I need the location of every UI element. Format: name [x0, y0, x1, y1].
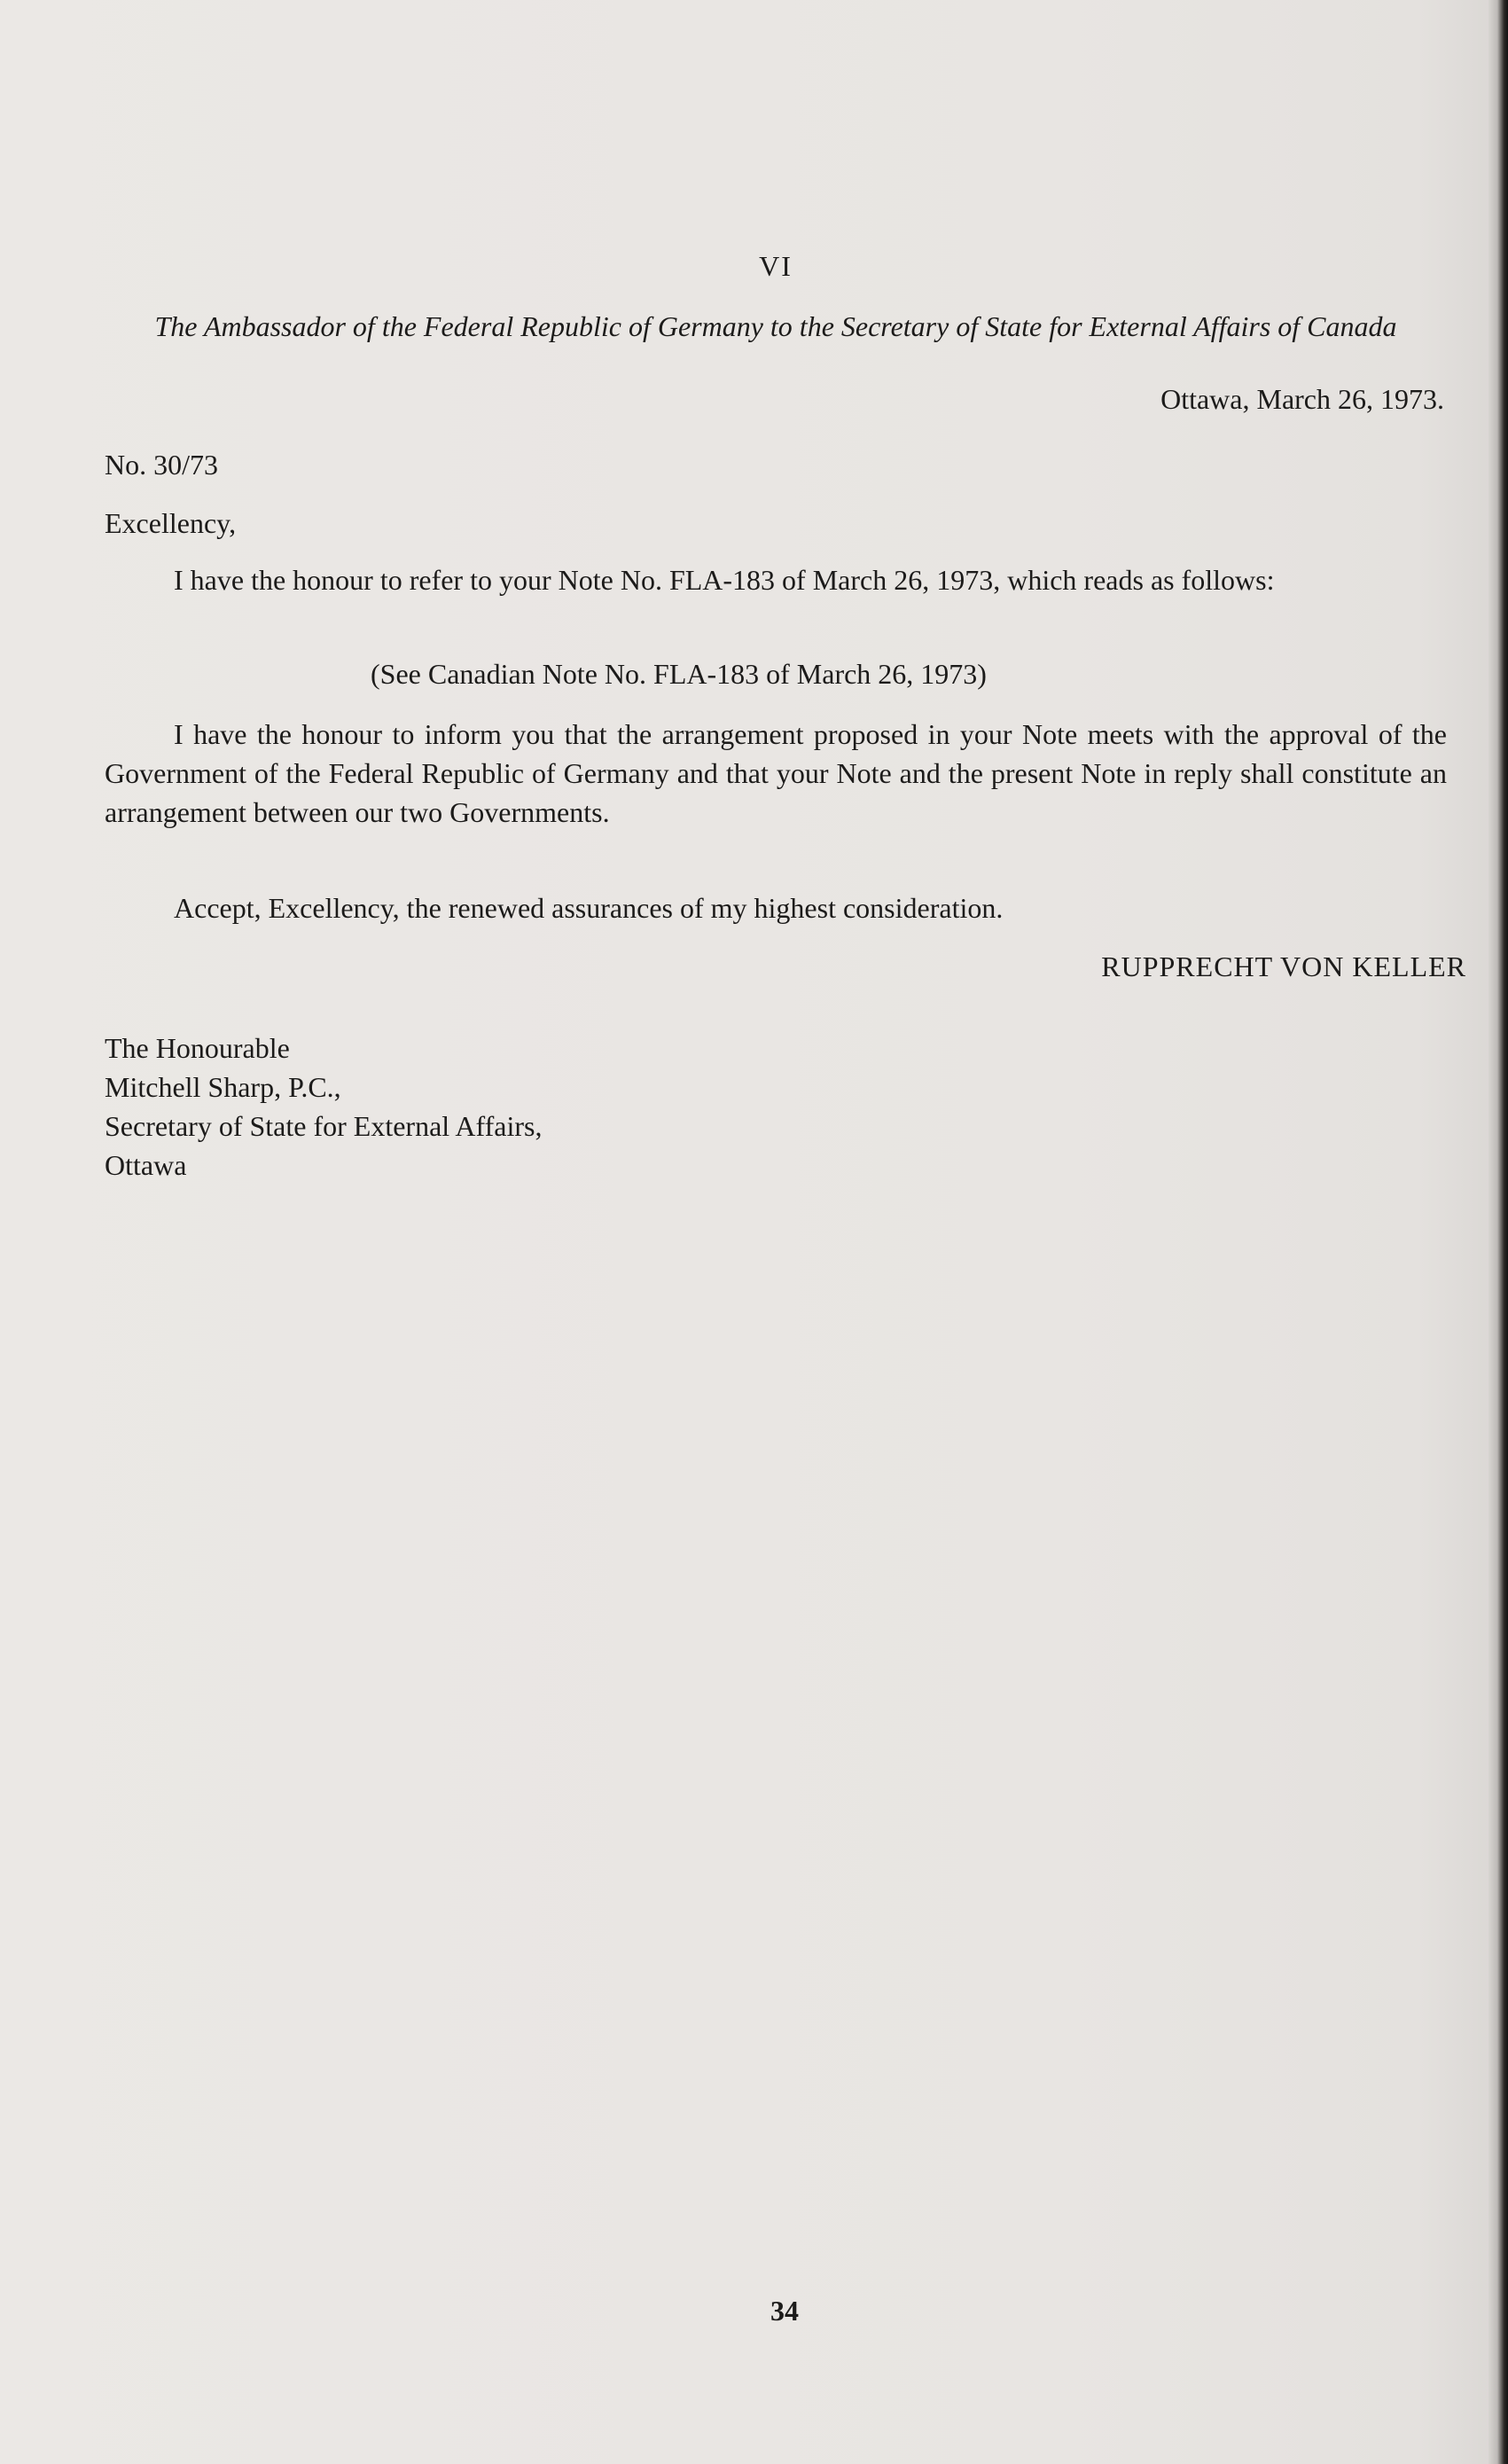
addressee-block	[105, 1029, 542, 1185]
addressee-line-1: The Honourable	[105, 1032, 290, 1064]
dateline: Ottawa, March 26, 1973.	[1160, 383, 1444, 415]
note-number: No. 30/73	[105, 449, 218, 481]
salutation: Excellency,	[105, 507, 237, 539]
addressee-line-3: Secretary of State for External Affairs,	[105, 1110, 543, 1142]
section-number: VI	[759, 250, 793, 282]
paragraph-closing: Accept, Excellency, the renewed assurances of my highest consideration.	[174, 892, 1004, 924]
paragraph-approval: I have the honour to inform you that the arrangement proposed in your Note meets with the approval of the Government of the Federal Republic of Germany and that your Note and the present Note in reply shall constitute an arrangement between our two Governments.	[105, 718, 1447, 828]
page-number: 34	[770, 2295, 799, 2327]
page-binding-edge	[1488, 0, 1508, 2464]
quoted-note-reference: (See Canadian Note No. FLA-183 of March 26, 1973)	[371, 658, 987, 690]
signatory-name: RUPPRECHT VON KELLER	[1101, 950, 1466, 982]
addressee-line-2: Mitchell Sharp, P.C.,	[105, 1071, 341, 1103]
paragraph-reference: I have the honour to refer to your Note No. FLA-183 of March 26, 1973, which reads as follows:	[174, 564, 1275, 596]
addressee-line-4: Ottawa	[105, 1149, 187, 1181]
letter-heading: The Ambassador of the Federal Republic of Germany to the Secretary of State for External Affairs of Canada	[154, 310, 1397, 342]
